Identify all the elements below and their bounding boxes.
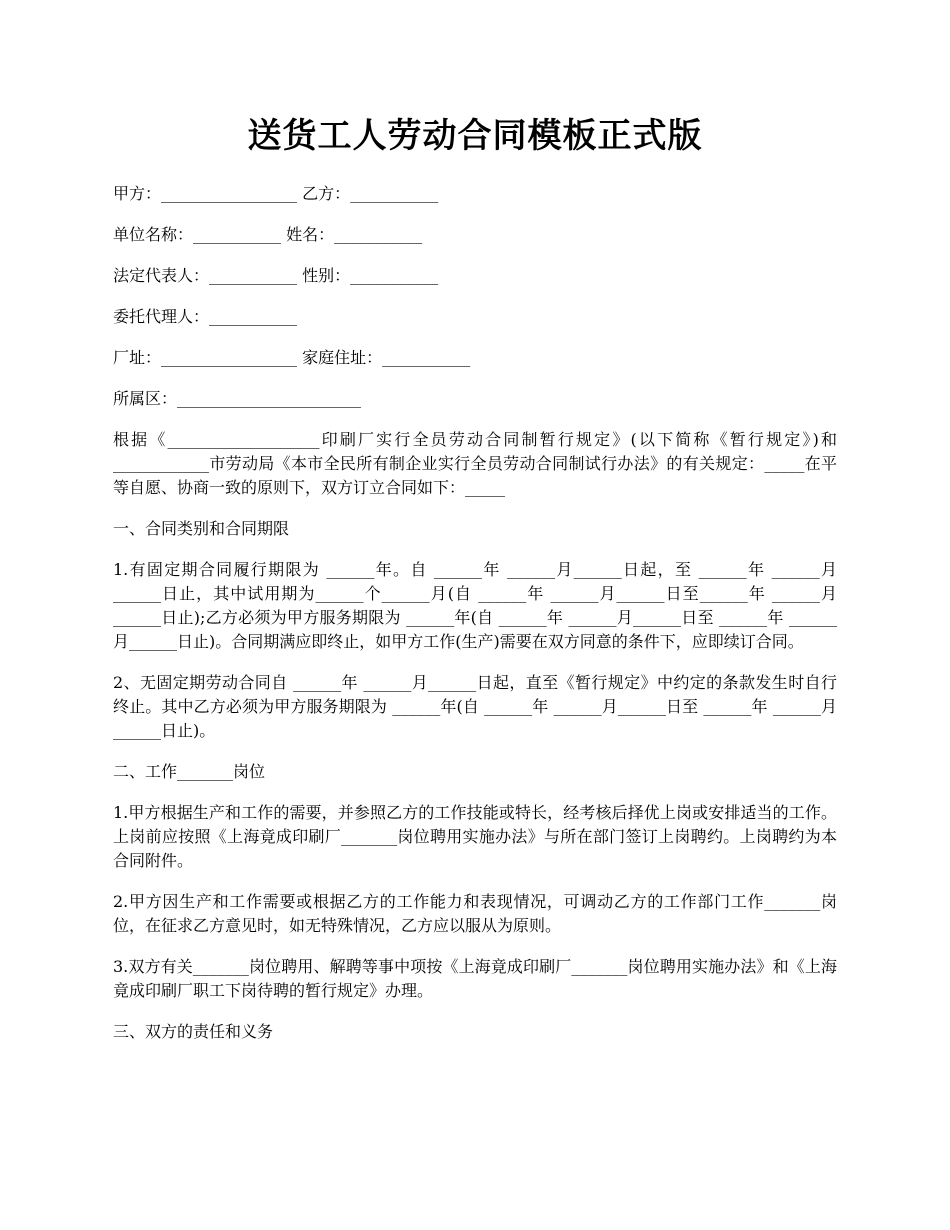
section-heading-2: 二、工作_______岗位 [113, 762, 266, 781]
document-title: 送货工人劳动合同模板正式版 [247, 116, 703, 156]
legal-representative-line: 法定代表人：___________ 性别：___________ [113, 266, 439, 285]
document-body [113, 182, 837, 1061]
district-line: 所属区：_______________________ [113, 389, 362, 408]
preamble-paragraph: 根据《___________________印刷厂实行全员劳动合同制暂行规定》(以下简称《暂行规定》)和____________市劳动局《本市全民所有制企业实行全员劳动合同制试行办法》的有关规定：_____在平等自愿、协商一致的原则下，双方订立合同如下：_____ [113, 430, 837, 497]
unit-name-line: 单位名称：___________ 姓名：___________ [113, 225, 423, 244]
clause-2-3: 3.双方有关_______岗位聘用、解聘等事中项按《上海竟成印刷厂_______岗位聘用实施办法》和《上海竟成印刷厂职工下岗待聘的暂行规定》办理。 [113, 957, 837, 1000]
clause-1-1: 1.有固定期合同履行期限为 ______年。自 ______年 ______月______日起，至 ______年 ______月______日止，其中试用期为______个______月(自 ______年 ______月______日至______年 ______月______日止);乙方必须为甲方服务期限为 ______年(自 ______年 ______月______日至 ______年 ______月______日止)。合同期满应即终止，如甲方工作(生产)需要在双方同意的条件下，应即续订合同。 [113, 560, 837, 651]
clause-1-2: 2、无固定期劳动合同自 ______年 ______月______日起，直至《暂行规定》中约定的条款发生时自行终止。其中乙方必须为甲方服务期限为 ______年(自 ______年 ______月______日至 ______年 ______月______日止)。 [113, 673, 837, 740]
section-heading-3: 三、双方的责任和义务 [113, 1022, 274, 1041]
section-heading-1: 一、合同类别和合同期限 [113, 519, 290, 538]
address-line: 厂址：_________________ 家庭住址：___________ [113, 348, 471, 367]
agent-line: 委托代理人：___________ [113, 307, 298, 326]
clause-2-1: 1.甲方根据生产和工作的需要，并参照乙方的工作技能或特长，经考核后择优上岗或安排适当的工作。上岗前应按照《上海竟成印刷厂_______岗位聘用实施办法》与所在部门签订上岗聘约。上岗聘约为本合同附件。 [113, 803, 837, 870]
clause-2-2: 2.甲方因生产和工作需要或根据乙方的工作能力和表现情况，可调动乙方的工作部门工作_______岗位，在征求乙方意见时，如无特殊情况，乙方应以服从为原则。 [113, 892, 837, 935]
party-line: 甲方：_________________ 乙方：___________ [113, 184, 439, 203]
